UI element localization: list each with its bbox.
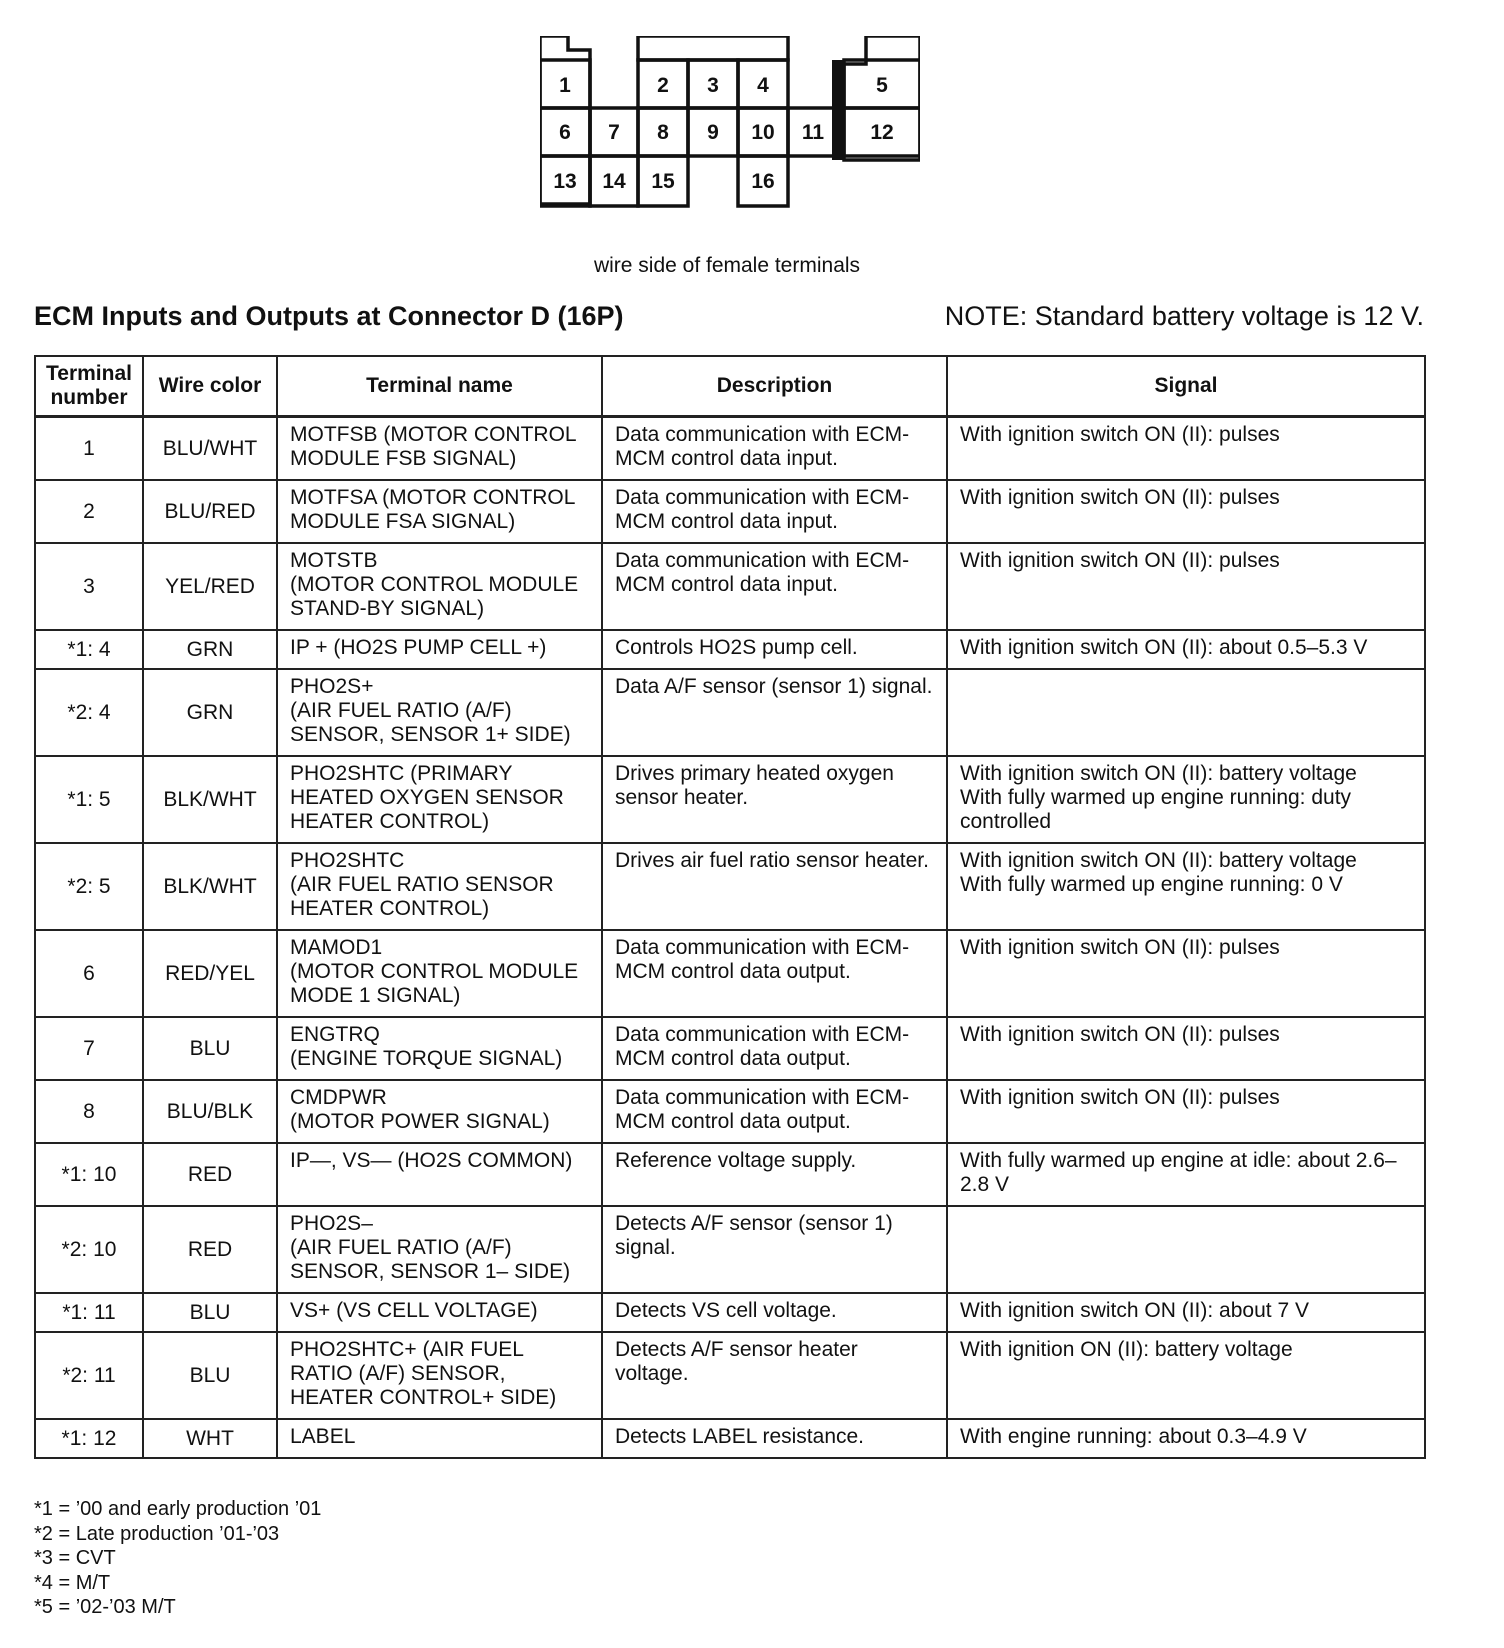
wire-color-cell: BLK/WHT: [143, 843, 277, 930]
terminal-name-cell: PHO2SHTC (PRIMARY HEATED OXYGEN SENSOR HEATER CONTROL): [277, 756, 602, 843]
terminal-name-cell: MOTFSA (MOTOR CONTROL MODULE FSA SIGNAL): [277, 480, 602, 543]
description-cell: Controls HO2S pump cell.: [602, 630, 947, 669]
wire-color-cell: WHT: [143, 1419, 277, 1458]
signal-cell: With ignition switch ON (II): pulses: [947, 1080, 1425, 1143]
terminal-label: 1: [559, 74, 571, 97]
terminal-label: 12: [870, 121, 894, 144]
terminal-label: 8: [657, 121, 669, 144]
wire-color-cell: YEL/RED: [143, 543, 277, 630]
signal-cell: With ignition switch ON (II): pulses: [947, 930, 1425, 1017]
footnote: *3 = CVT: [34, 1547, 116, 1569]
connector-caption: wire side of female terminals: [593, 254, 861, 277]
page-title: ECM Inputs and Outputs at Connector D (16P): [34, 301, 624, 331]
table-row: [35, 843, 1425, 930]
column-header-description: Description: [602, 356, 947, 417]
table-row: [35, 1143, 1425, 1206]
terminal-cell: *2: 5: [35, 843, 143, 930]
wire-color-cell: BLU/WHT: [143, 417, 277, 481]
description-cell: Data communication with ECM-MCM control data output.: [602, 930, 947, 1017]
wire-color-cell: GRN: [143, 669, 277, 756]
terminal-name-cell: IP + (HO2S PUMP CELL +): [277, 630, 602, 669]
terminal-label: 13: [553, 170, 577, 193]
terminal-name-cell: VS+ (VS CELL VOLTAGE): [277, 1293, 602, 1332]
column-header-signal: Signal: [947, 356, 1425, 417]
connector-outline: [540, 36, 920, 218]
terminal-label: 11: [801, 121, 825, 144]
signal-cell: With ignition switch ON (II): pulses: [947, 417, 1425, 481]
terminal-name-cell: PHO2S– (AIR FUEL RATIO (A/F) SENSOR, SENSOR 1– SIDE): [277, 1206, 602, 1293]
signal-cell: [947, 669, 1425, 756]
signal-cell: With engine running: about 0.3–4.9 V: [947, 1419, 1425, 1458]
wire-color-cell: RED: [143, 1143, 277, 1206]
wire-color-cell: RED: [143, 1206, 277, 1293]
terminal-table-container: [34, 355, 1426, 1459]
description-cell: Data A/F sensor (sensor 1) signal.: [602, 669, 947, 756]
table-header-row: [35, 356, 1425, 417]
terminal-label: 4: [757, 74, 769, 97]
terminal-table: [34, 355, 1426, 1459]
terminal-label: 3: [707, 74, 719, 97]
terminal-cell: 6: [35, 930, 143, 1017]
terminal-cell: 2: [35, 480, 143, 543]
terminal-cell: 1: [35, 417, 143, 481]
table-row: [35, 480, 1425, 543]
table-row: [35, 1080, 1425, 1143]
table-row: [35, 630, 1425, 669]
terminal-label: 16: [751, 170, 775, 193]
terminal-cell: *1: 10: [35, 1143, 143, 1206]
column-header-terminal-name: Terminal name: [277, 356, 602, 417]
description-cell: Detects VS cell voltage.: [602, 1293, 947, 1332]
terminal-label: 14: [602, 170, 626, 193]
connector-lock-tab: [832, 60, 844, 160]
table-row: [35, 1017, 1425, 1080]
table-row: [35, 417, 1425, 481]
terminal-label: 15: [651, 170, 675, 193]
footnote: *2 = Late production ’01-’03: [34, 1522, 280, 1545]
table-row: [35, 1332, 1425, 1419]
terminal-cell: *2: 11: [35, 1332, 143, 1419]
wire-color-cell: RED/YEL: [143, 930, 277, 1017]
table-row: [35, 756, 1425, 843]
table-row: [35, 543, 1425, 630]
signal-cell: With ignition switch ON (II): battery voltage With fully warmed up engine running: duty controlled: [947, 756, 1425, 843]
description-cell: Drives primary heated oxygen sensor heater.: [602, 756, 947, 843]
terminal-label: 2: [657, 74, 669, 97]
signal-cell: With ignition switch ON (II): pulses: [947, 1017, 1425, 1080]
footnotes: [34, 1497, 321, 1620]
terminal-name-cell: MOTFSB (MOTOR CONTROL MODULE FSB SIGNAL): [277, 417, 602, 481]
terminal-name-cell: IP—, VS— (HO2S COMMON): [277, 1143, 602, 1206]
description-cell: Drives air fuel ratio sensor heater.: [602, 843, 947, 930]
signal-cell: With ignition switch ON (II): about 0.5–5.3 V: [947, 630, 1425, 669]
table-row: [35, 930, 1425, 1017]
footnote: *1 = ’00 and early production ’01: [34, 1498, 322, 1520]
wire-color-cell: BLU: [143, 1332, 277, 1419]
terminal-cell: 8: [35, 1080, 143, 1143]
terminal-name-cell: PHO2SHTC (AIR FUEL RATIO SENSOR HEATER CONTROL): [277, 843, 602, 930]
description-cell: Data communication with ECM-MCM control data output.: [602, 1080, 947, 1143]
terminal-cell: *1: 4: [35, 630, 143, 669]
signal-cell: With ignition ON (II): battery voltage: [947, 1332, 1425, 1419]
description-cell: Data communication with ECM-MCM control data output.: [602, 1017, 947, 1080]
terminal-name-cell: MAMOD1 (MOTOR CONTROL MODULE MODE 1 SIGNAL): [277, 930, 602, 1017]
terminal-cell: *1: 5: [35, 756, 143, 843]
terminal-cell: *1: 12: [35, 1419, 143, 1458]
footnote: *4 = M/T: [34, 1571, 111, 1594]
table-body: [35, 417, 1425, 1459]
terminal-cell: *1: 11: [35, 1293, 143, 1332]
table-row: [35, 1293, 1425, 1332]
signal-cell: With ignition switch ON (II): about 7 V: [947, 1293, 1425, 1332]
terminal-name-cell: LABEL: [277, 1419, 602, 1458]
signal-cell: With fully warmed up engine at idle: about 2.6–2.8 V: [947, 1143, 1425, 1206]
terminal-name-cell: CMDPWR (MOTOR POWER SIGNAL): [277, 1080, 602, 1143]
description-cell: Detects LABEL resistance.: [602, 1419, 947, 1458]
terminal-name-cell: PHO2S+ (AIR FUEL RATIO (A/F) SENSOR, SENSOR 1+ SIDE): [277, 669, 602, 756]
wire-color-cell: BLU: [143, 1293, 277, 1332]
terminal-label: 5: [876, 74, 888, 97]
wire-color-cell: BLU/RED: [143, 480, 277, 543]
description-cell: Data communication with ECM-MCM control data input.: [602, 543, 947, 630]
signal-cell: With ignition switch ON (II): battery voltage With fully warmed up engine running: 0 V: [947, 843, 1425, 930]
wire-color-cell: BLU: [143, 1017, 277, 1080]
description-cell: Reference voltage supply.: [602, 1143, 947, 1206]
table-row: [35, 669, 1425, 756]
column-header-wire-color: Wire color: [143, 356, 277, 417]
signal-cell: With ignition switch ON (II): pulses: [947, 543, 1425, 630]
table-row: [35, 1206, 1425, 1293]
voltage-note: NOTE: Standard battery voltage is 12 V.: [944, 301, 1424, 331]
terminal-label: 6: [559, 121, 571, 144]
description-cell: Data communication with ECM-MCM control data input.: [602, 480, 947, 543]
signal-cell: [947, 1206, 1425, 1293]
terminal-name-cell: MOTSTB (MOTOR CONTROL MODULE STAND-BY SIGNAL): [277, 543, 602, 630]
description-cell: Data communication with ECM-MCM control data input.: [602, 417, 947, 481]
wire-color-cell: BLU/BLK: [143, 1080, 277, 1143]
wire-color-cell: GRN: [143, 630, 277, 669]
description-cell: Detects A/F sensor heater voltage.: [602, 1332, 947, 1419]
terminal-label: 10: [751, 121, 775, 144]
description-cell: Detects A/F sensor (sensor 1) signal.: [602, 1206, 947, 1293]
footnote: *5 = ’02-’03 M/T: [34, 1596, 176, 1618]
terminal-name-cell: PHO2SHTC+ (AIR FUEL RATIO (A/F) SENSOR, HEATER CONTROL+ SIDE): [277, 1332, 602, 1419]
table-row: [35, 1419, 1425, 1458]
signal-cell: With ignition switch ON (II): pulses: [947, 480, 1425, 543]
connector-diagram: [540, 36, 920, 218]
terminal-label: 7: [608, 121, 620, 144]
terminal-cell: 3: [35, 543, 143, 630]
column-header-terminal: Terminal number: [35, 356, 143, 417]
terminal-cell: *2: 4: [35, 669, 143, 756]
terminal-label: 9: [707, 121, 719, 144]
terminal-cell: *2: 10: [35, 1206, 143, 1293]
wire-color-cell: BLK/WHT: [143, 756, 277, 843]
terminal-name-cell: ENGTRQ (ENGINE TORQUE SIGNAL): [277, 1017, 602, 1080]
terminal-cell: 7: [35, 1017, 143, 1080]
